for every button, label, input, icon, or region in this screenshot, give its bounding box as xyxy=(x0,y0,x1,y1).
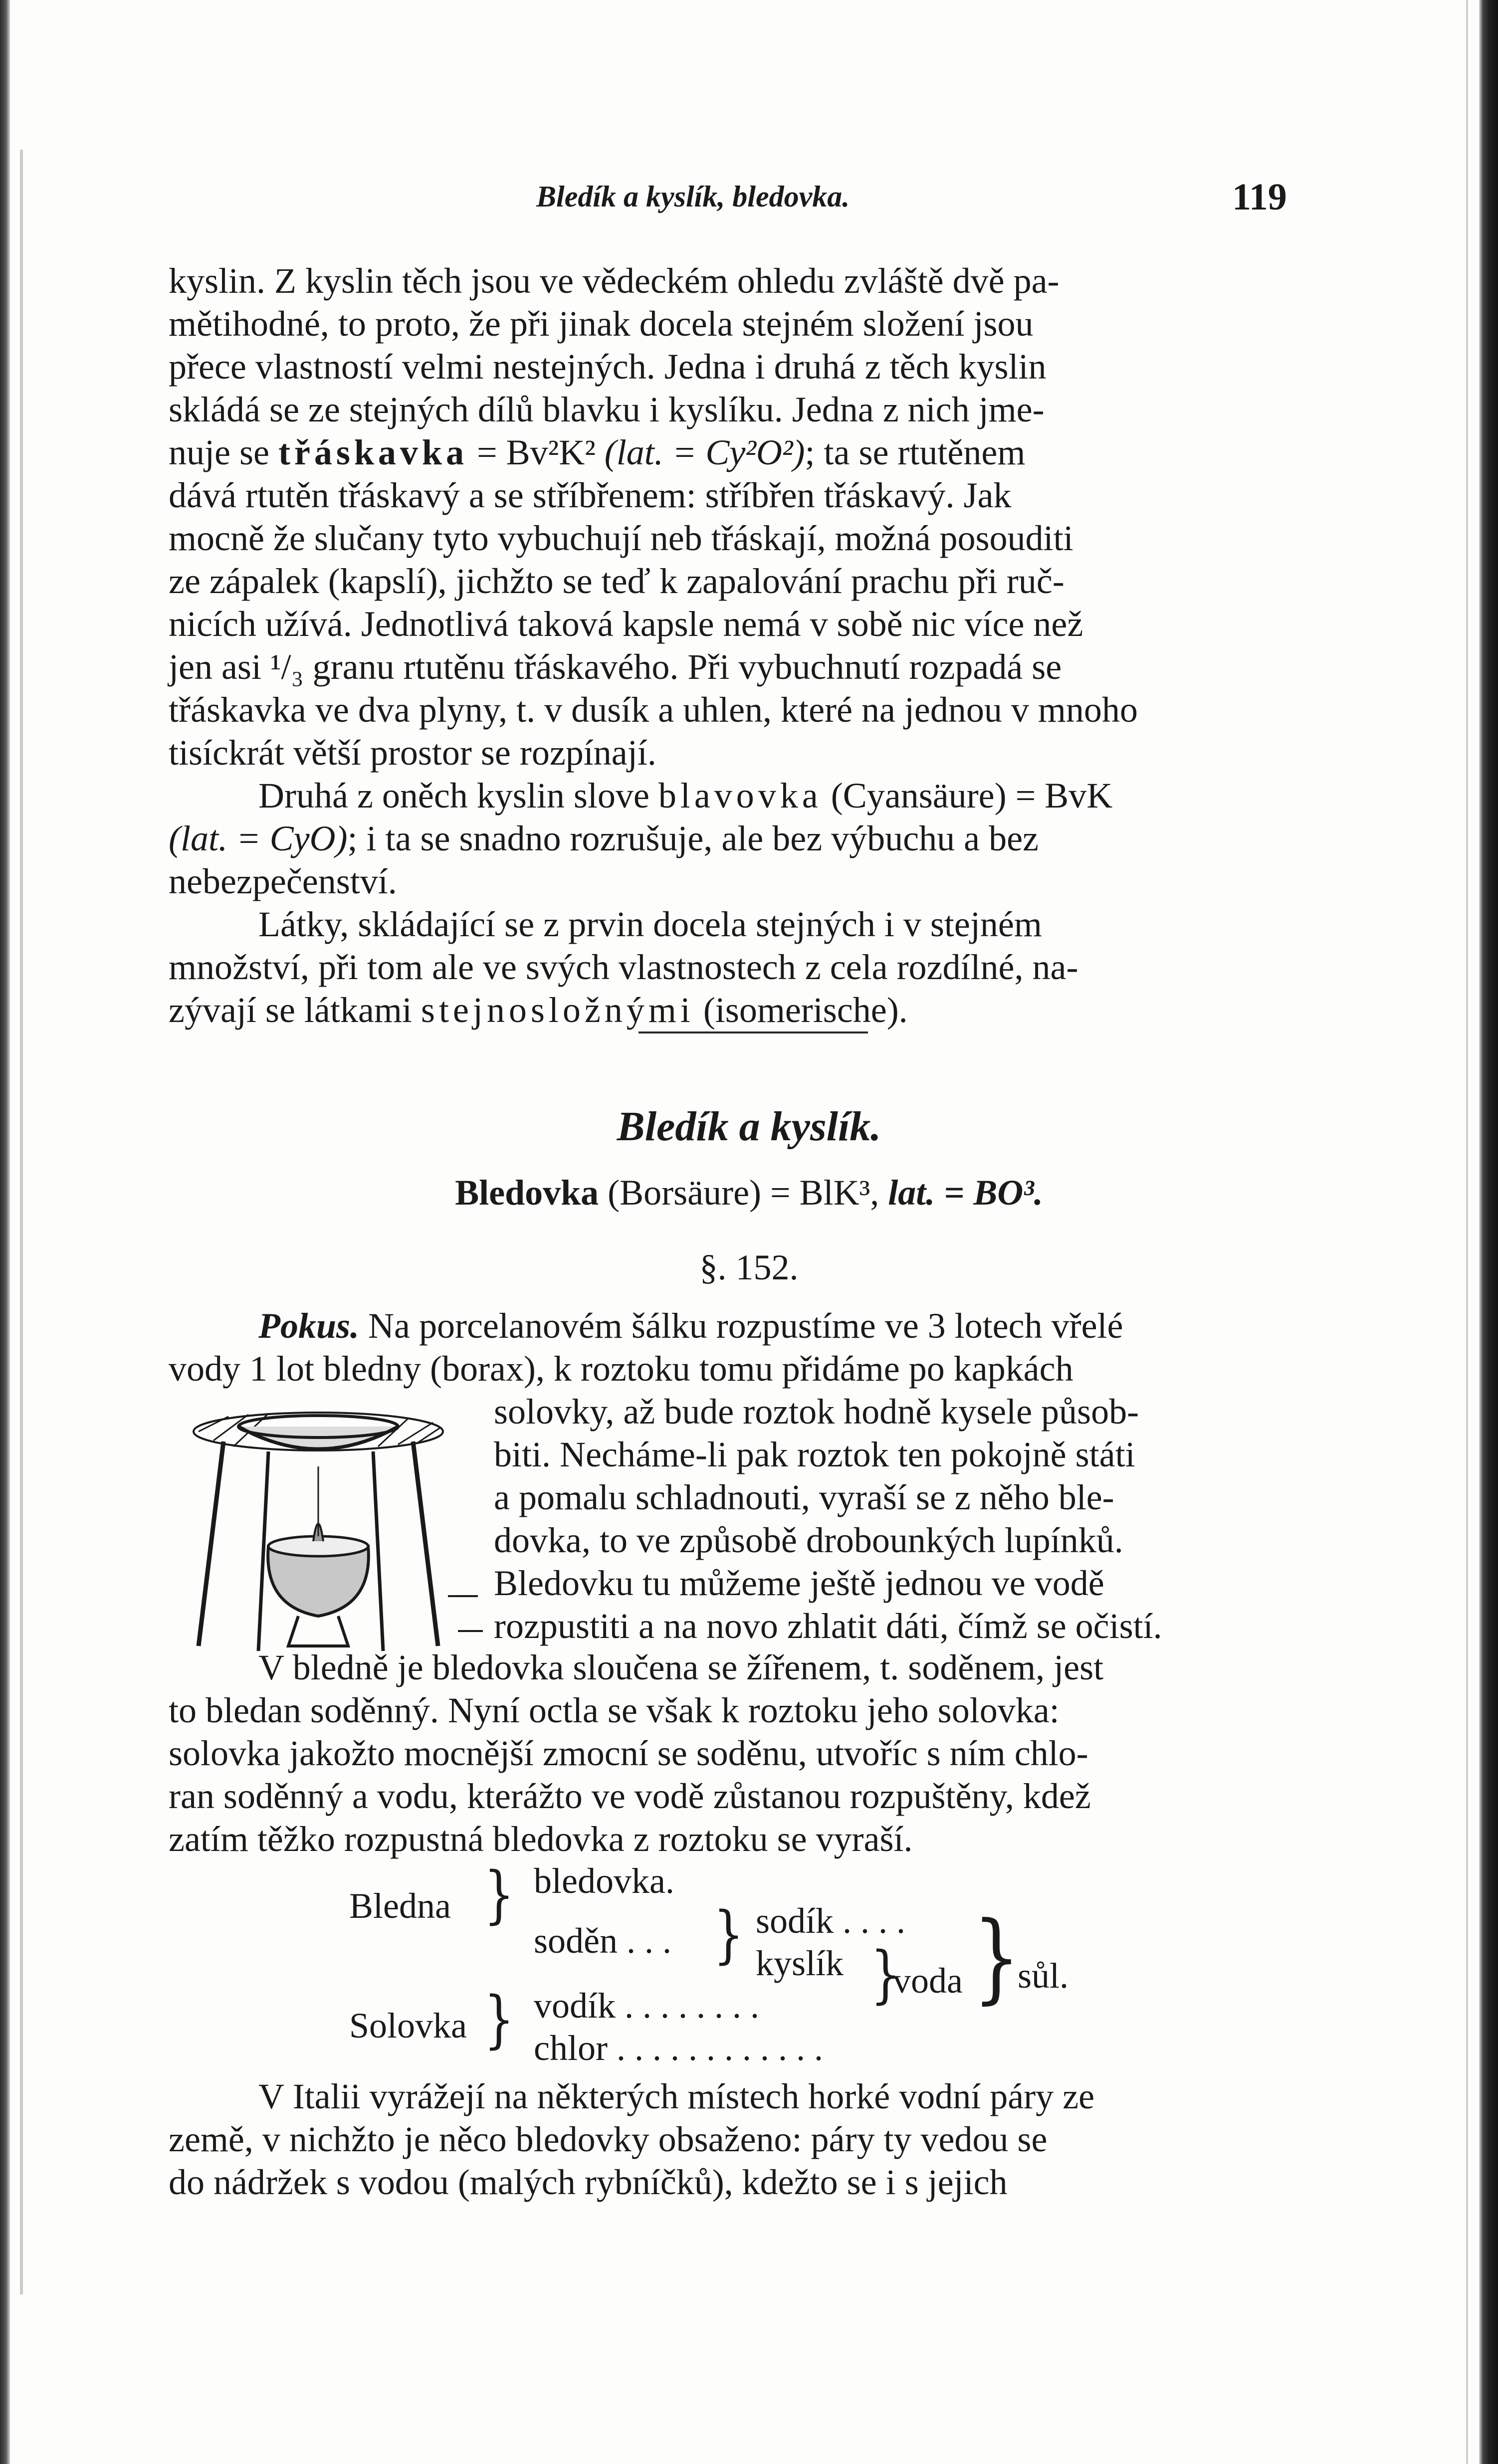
diagram-bledna: Bledna xyxy=(349,1886,451,1926)
text-line: třáskavka ve dva plyny, t. v dusík a uhlen, které na jednou v mnoho xyxy=(169,690,1138,730)
text-line: nicích užívá. Jednotlivá taková kapsle nemá v sobě nic více než xyxy=(169,604,1083,644)
text-line: (lat. = CyO); i ta se snadno rozrušuje, ale bez výbuchu a bez xyxy=(169,819,1039,858)
term-blavovka: blavovka xyxy=(658,776,822,816)
scan-edge-left xyxy=(0,0,10,2464)
text-line: přece vlastností velmi nestejných. Jedna i druhá z těch kyslin xyxy=(169,347,1047,387)
evaporation-apparatus-illustration xyxy=(169,1397,488,1656)
text-line: země, v nichžto je něco bledovky obsaženo: páry ty vedou se xyxy=(169,2119,1048,2159)
text-line: zývají se látkami stejnosložnými (isomerische). xyxy=(169,990,908,1030)
paragraph-pokus xyxy=(169,1304,1276,1390)
text-line: biti. Necháme-li pak roztok ten pokojně státi xyxy=(494,1435,1135,1474)
section-title: Bledík a kyslík. xyxy=(617,1103,881,1150)
text-line: nuje se třáskavka = Bv²K² (lat. = Cy²O²); ta se rtutěnem xyxy=(169,432,1026,472)
scan-edge-right xyxy=(1479,0,1498,2464)
text-line: mětihodné, to proto, že při jinak docela stejném složení jsou xyxy=(169,304,1034,344)
text-line: množství, při tom ale ve svých vlastnostech z cela rozdílné, na- xyxy=(169,947,1078,987)
text-line: Pokus. Na porcelanovém šálku rozpustíme ve 3 lotech vřelé xyxy=(258,1306,1123,1346)
diagram-sodik: sodík . . . . xyxy=(756,1901,906,1941)
scan-line-right xyxy=(1466,0,1468,2464)
text-line: vody 1 lot bledny (borax), k roztoku tomu přidáme po kapkách xyxy=(169,1349,1073,1389)
paragraph-kyslin xyxy=(169,259,1276,1031)
diagram-sul: sůl. xyxy=(1018,1956,1069,1996)
brace-icon: } xyxy=(973,1901,1021,2015)
paragraph-pokus-wrap xyxy=(494,1390,1276,1647)
text-line: Látky, skládající se z prvin docela stejných i v stejném xyxy=(258,904,1042,944)
brace-icon: } xyxy=(484,1983,515,2055)
formula-line: Bledovka (Borsäure) = BlK³, lat. = BO³. xyxy=(455,1173,1043,1213)
text-line: tisíckrát větší prostor se rozpínají. xyxy=(169,733,656,773)
brace-icon: } xyxy=(484,1858,515,1931)
diagram-kyslik: kyslík xyxy=(756,1943,844,1983)
text-line: rozpustiti a na novo zhlatit dáti, čímž se očistí. xyxy=(494,1606,1162,1646)
section-divider xyxy=(639,1031,868,1033)
text-line: Druhá z oněch kyslin slove blavovka (Cyansäure) = BvK xyxy=(258,776,1113,816)
term-traskavka: třáskavka xyxy=(278,432,468,472)
diagram-solovka: Solovka xyxy=(349,2006,467,2046)
text-line: V Italii vyrážejí na některých místech horké vodní páry ze xyxy=(258,2076,1095,2116)
text-line: a pomalu schladnouti, vyraší se z něho ble- xyxy=(494,1477,1114,1517)
label-pokus: Pokus. xyxy=(258,1306,360,1346)
diagram-bledovka: bledovka. xyxy=(534,1861,674,1901)
text-line: kyslin. Z kyslin těch jsou ve vědeckém ohledu zvláště dvě pa- xyxy=(169,261,1060,301)
text-line: ze zápalek (kapslí), jichžto se teď k zapalování prachu při ruč- xyxy=(169,561,1065,601)
diagram-voda: voda xyxy=(893,1961,963,2001)
text-line: mocně že slučany tyto vybuchují neb třáskají, možná posouditi xyxy=(169,518,1073,558)
text-line: jen asi ¹/₃ granu rtutěnu třáskavého. Při vybuchnutí rozpadá se xyxy=(169,647,1062,687)
text-line: V bledně je bledovka sloučena se žířenem, t. soděnem, jest xyxy=(258,1647,1104,1687)
brace-icon: } xyxy=(713,1898,744,1971)
text-line: nebezpečenství. xyxy=(169,861,397,901)
term-stejnoslozne: stejnosložnými xyxy=(421,990,694,1030)
text-line: Bledovku tu můžeme ještě jednou ve vodě xyxy=(494,1563,1104,1603)
text-line: ran soděnný a vodu, kterážto ve vodě zůstanou rozpuštěny, kdež xyxy=(169,1776,1091,1816)
scan-shadow-left xyxy=(20,150,23,2294)
text-line: skládá se ze stejných dílů blavku i kyslíku. Jedna z nich jme- xyxy=(169,390,1045,429)
page-number: 119 xyxy=(1232,176,1287,218)
text-line: do nádržek s vodou (malých rybníčků), kdežto se i s jejich xyxy=(169,2162,1008,2202)
running-head: Bledík a kyslík, bledovka. xyxy=(536,180,850,213)
paragraph-number: §. 152. xyxy=(699,1247,799,1287)
paragraph-bledna xyxy=(169,1646,1276,1860)
reaction-diagram xyxy=(349,1860,1147,2070)
text-line: zatím těžko rozpustná bledovka z roztoku se vyraší. xyxy=(169,1819,913,1859)
paragraph-italie xyxy=(169,2075,1276,2204)
text-line: to bledan soděnný. Nyní octla se však k roztoku jeho solovka: xyxy=(169,1690,1060,1730)
diagram-vodik: vodík . . . . . . . . xyxy=(534,1986,760,2026)
text-line: solovka jakožto mocnější zmocní se soděnu, utvoříc s ním chlo- xyxy=(169,1733,1088,1773)
diagram-chlor: chlor . . . . . . . . . . . . xyxy=(534,2028,823,2068)
brace-icon: } xyxy=(870,1938,901,2011)
text-line: dává rtutěn třáskavý a se stříbřenem: stříbřen třáskavý. Jak xyxy=(169,475,1012,515)
diagram-soden: soděn . . . xyxy=(534,1921,671,1961)
text-line: solovky, až bude roztok hodně kysele působ- xyxy=(494,1392,1139,1432)
text-line: dovka, to ve způsobě drobounkých lupínků. xyxy=(494,1520,1123,1560)
